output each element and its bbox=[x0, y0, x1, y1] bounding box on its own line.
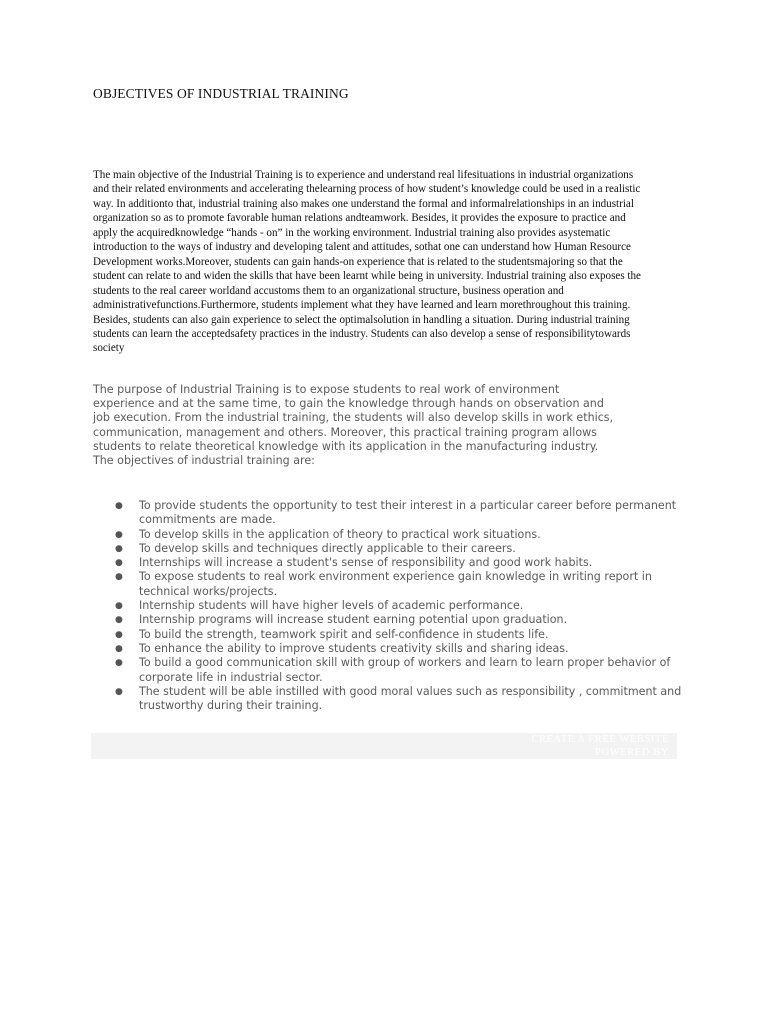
list-item bbox=[112, 613, 692, 627]
list-item bbox=[112, 628, 692, 642]
bullet-icon: ● bbox=[115, 601, 123, 612]
list-item bbox=[112, 642, 692, 656]
list-item-text: To develop skills and techniques directly applicable to their careers. bbox=[139, 541, 516, 555]
paragraph1-line: students to the real career worldand accustoms them to an organizational structure, business operation and bbox=[93, 284, 564, 297]
document-title: OBJECTIVES OF INDUSTRIAL TRAINING bbox=[93, 86, 349, 101]
footer-line-powered-by: POWERED BY bbox=[595, 747, 669, 758]
purpose-paragraph bbox=[93, 383, 673, 468]
list-item-text: technical works/projects. bbox=[139, 584, 278, 598]
list-item bbox=[112, 656, 692, 685]
paragraph1-line: organization so as to promote favorable human relations andteamwork. Besides, it provides the exposure to practice and bbox=[93, 212, 626, 225]
list-item bbox=[112, 570, 692, 599]
list-item bbox=[112, 599, 692, 613]
paragraph2-line: The purpose of Industrial Training is to expose students to real work of environment bbox=[93, 383, 560, 396]
list-item bbox=[112, 685, 692, 714]
list-item-text: To expose students to real work environment experience gain knowledge in writing report in bbox=[139, 570, 652, 584]
list-item-text: commitments are made. bbox=[139, 513, 276, 527]
list-item-text: To enhance the ability to improve students creativity skills and sharing ideas. bbox=[139, 641, 569, 655]
bullet-icon: ● bbox=[115, 572, 123, 583]
paragraph1-line: The main objective of the Industrial Training is to experience and understand real lifesituations in industrial organizations bbox=[93, 169, 634, 181]
list-item-text: To build the strength, teamwork spirit and self-confidence in students life. bbox=[139, 627, 549, 641]
list-item bbox=[112, 528, 692, 542]
paragraph1-line: apply the acquiredknowledge “hands - on” in the working environment. Industrial training also provides asystematic bbox=[93, 226, 611, 239]
bullet-icon: ● bbox=[115, 543, 123, 554]
paragraph1-line: students can learn the acceptedsafety practices in the industry. Students can also develop a sense of responsibilitytowards bbox=[93, 327, 631, 340]
footer-line-create-website: CREATE A FREE WEBSITE bbox=[531, 734, 669, 745]
list-item-text: trustworthy during their training. bbox=[139, 699, 323, 713]
paragraph2-line: students to relate theoretical knowledge with its application in the manufacturing industry. bbox=[93, 439, 599, 453]
paragraph1-line: introduction to the ways of industry and developing talent and attitudes, sothat one can understand how Human Resource bbox=[93, 241, 631, 254]
list-item bbox=[112, 499, 692, 528]
paragraph2-line: experience and at the same time, to gain the knowledge through hands on observation and bbox=[93, 397, 604, 411]
bullet-icon: ● bbox=[115, 686, 123, 697]
bullet-icon: ● bbox=[115, 629, 123, 640]
paragraph1-line: and their related environments and accelerating thelearning process of how student’s knowledge could be used in a realistic bbox=[93, 183, 641, 196]
paragraph2-line: The objectives of industrial training are: bbox=[93, 454, 315, 468]
paragraph1-line: way. In additionto that, industrial training also makes one understand the formal and informalrelationships in an industrial bbox=[93, 197, 634, 210]
paragraph2-line: communication, management and others. Moreover, this practical training program allows bbox=[93, 425, 597, 439]
paragraph2-line: job execution. From the industrial training, the students will also develop skills in work ethics, bbox=[93, 411, 614, 425]
list-item-text: corporate life in industrial sector. bbox=[139, 670, 323, 684]
list-item-text: Internship programs will increase student earning potential upon graduation. bbox=[139, 613, 568, 627]
list-item-text: To build a good communication skill with group of workers and learn to learn proper behavior of bbox=[139, 656, 671, 670]
list-item-text: To develop skills in the application of theory to practical work situations. bbox=[139, 527, 541, 541]
paragraph1-line: administrativefunctions.Furthermore, students implement what they have learned and learn morethroughout this training. bbox=[93, 299, 631, 312]
bullet-icon: ● bbox=[115, 501, 123, 511]
list-item-text: Internship students will have higher levels of academic performance. bbox=[139, 599, 524, 613]
paragraph1-line: Development works.Moreover, students can gain hands-on experience that is related to the studentsmajoring so that the bbox=[93, 255, 623, 268]
list-item-text: To provide students the opportunity to test their interest in a particular career before permanent bbox=[139, 499, 677, 512]
list-item bbox=[112, 556, 692, 570]
footer-text bbox=[531, 733, 669, 759]
list-item bbox=[112, 542, 692, 556]
bullet-icon: ● bbox=[115, 529, 123, 540]
footer-banner[interactable] bbox=[91, 733, 677, 759]
list-item-text: Internships will increase a student's sense of responsibility and good work habits. bbox=[139, 556, 593, 570]
bullet-icon: ● bbox=[115, 658, 123, 669]
bullet-icon: ● bbox=[115, 558, 123, 569]
objectives-list bbox=[112, 499, 692, 713]
bullet-icon: ● bbox=[115, 615, 123, 626]
main-objective-paragraph bbox=[93, 168, 673, 356]
bullet-icon: ● bbox=[115, 643, 123, 654]
paragraph1-line: student can relate to and widen the skills that have been learnt while being in university. Industrial training also exposes the bbox=[93, 270, 641, 283]
list-item-text: The student will be able instilled with good moral values such as responsibility , commitment and bbox=[139, 684, 682, 698]
paragraph1-line: Besides, students can also gain experience to select the optimalsolution in handling a situation. During industrial training bbox=[93, 313, 630, 326]
paragraph1-line: society bbox=[93, 342, 125, 355]
